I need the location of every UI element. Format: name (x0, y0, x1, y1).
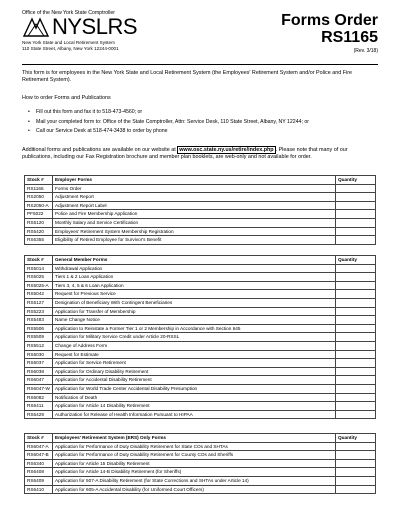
quantity-input-cell[interactable] (336, 367, 376, 376)
table-row (25, 227, 376, 236)
quantity-input-cell[interactable] (336, 451, 376, 460)
stock-number-cell: RS6047-B (25, 451, 53, 460)
quantity-column-header: Quantity (336, 176, 376, 185)
quantity-input-cell[interactable] (336, 193, 376, 202)
form-name-cell: Application for Article 14 Disability Retirement (53, 402, 336, 411)
table-row (25, 468, 376, 477)
form-name-cell: Application for 605-A Accidental Disability (for Uniformed Court Officers) (53, 485, 336, 494)
header-divider (22, 64, 378, 65)
stock-number-cell: RS6340 (25, 459, 53, 468)
stock-number-cell: PF5022 (25, 210, 53, 219)
stock-number-cell: RS5127 (25, 298, 53, 307)
stock-number-cell: RS2050 (25, 193, 53, 202)
stock-column-header: Stock # (25, 256, 53, 265)
form-name-cell: Application for Ordinary Disability Retirement (53, 367, 336, 376)
form-name-cell: Change of Address Form (53, 341, 336, 350)
additional-text-before: Additional forms and publications are available on our website at (22, 147, 176, 153)
quantity-input-cell[interactable] (336, 210, 376, 219)
form-name-cell: Application for Transfer of Membership (53, 307, 336, 316)
form-name-cell: Authorization for Release of Health Information Pursuant to HIPAA (53, 410, 336, 419)
table-row (25, 324, 376, 333)
form-name-cell: Application for Military Service Credit under Article 20-RSSL (53, 333, 336, 342)
stock-column-header: Stock # (25, 176, 53, 185)
form-name-cell: Application for Article 14-B Disability Retirement (for Sheriffs) (53, 468, 336, 477)
quantity-column-header: Quantity (336, 256, 376, 265)
table-header-row (25, 434, 376, 443)
table-row (25, 393, 376, 402)
table-row (25, 442, 376, 451)
stock-number-cell: RS6409 (25, 476, 53, 485)
quantity-input-cell[interactable] (336, 402, 376, 411)
list-item: • Call our Service Desk at 518-474-3438 to order by phone (28, 127, 309, 137)
form-name-cell: Application for 507-A Disability Retirement (for State Corrections and SHTAs under Article 14) (53, 476, 336, 485)
quantity-input-cell[interactable] (336, 201, 376, 210)
table-row (25, 193, 376, 202)
quantity-input-cell[interactable] (336, 316, 376, 325)
form-name-cell: Tiers 3, 4, 5 & 6 Loan Application (53, 281, 336, 290)
form-name-cell: Request for Previous Service (53, 290, 336, 299)
table-row (25, 410, 376, 419)
employer-forms-table (24, 175, 376, 245)
intro-text: This form is for employees in the New York State and Local Retirement System (the Employees' Retirement System and/or Police and Fire Retirement System). (22, 70, 353, 84)
table-row (25, 384, 376, 393)
quantity-input-cell[interactable] (336, 236, 376, 245)
form-name-cell: Notification of Death (53, 393, 336, 402)
form-name-cell: Employees' Retirement System Membership Registration (53, 227, 336, 236)
table-row (25, 298, 376, 307)
stock-number-cell: RS2050-A (25, 201, 53, 210)
form-name-cell: Application for Article 15 Disability Retirement (53, 459, 336, 468)
quantity-input-cell[interactable] (336, 459, 376, 468)
table-row (25, 184, 376, 193)
quantity-column-header: Quantity (336, 434, 376, 443)
table-header-row (25, 176, 376, 185)
table-row (25, 210, 376, 219)
stock-number-cell: RS5120 (25, 218, 53, 227)
stock-number-cell: RS5512 (25, 341, 53, 350)
stock-number-cell: RS5042 (25, 290, 53, 299)
header (22, 10, 378, 62)
stock-number-cell: RS6047-A (25, 442, 53, 451)
form-name-cell: Application for Accidental Disability Retirement (53, 376, 336, 385)
table-row (25, 459, 376, 468)
ers-only-forms-table (24, 433, 376, 494)
quantity-input-cell[interactable] (336, 333, 376, 342)
stock-number-cell: RS1165 (25, 184, 53, 193)
stock-number-cell: RS6410 (25, 485, 53, 494)
stock-number-cell: RS5420 (25, 227, 53, 236)
table-row (25, 316, 376, 325)
table-row (25, 290, 376, 299)
quantity-input-cell[interactable] (336, 218, 376, 227)
quantity-input-cell[interactable] (336, 264, 376, 273)
table-row (25, 201, 376, 210)
quantity-input-cell[interactable] (336, 307, 376, 316)
quantity-input-cell[interactable] (336, 290, 376, 299)
general-member-forms-table (24, 255, 376, 419)
form-code: RS1165 (321, 29, 378, 46)
quantity-input-cell[interactable] (336, 298, 376, 307)
quantity-input-cell[interactable] (336, 384, 376, 393)
form-name-cell: Application for Performance of Duty Disability Retirement for County COs and Sheriffs (53, 451, 336, 460)
quantity-input-cell[interactable] (336, 341, 376, 350)
address: 110 State Street, Albany, New York 12244-0001 (22, 46, 119, 51)
form-name-cell: Application to Reinstate a Former Tier 1 or 2 Membership in Accordance with Section 645 (53, 324, 336, 333)
stock-number-cell: RS6408 (25, 468, 53, 477)
form-name-cell: Eligibility of Retired Employee for Survivor's Benefit (53, 236, 336, 245)
nyslrs-logo-mark-icon (22, 16, 50, 38)
form-name-cell: Withdrawal Application (53, 264, 336, 273)
form-name-cell: Request for Estimate (53, 350, 336, 359)
quantity-input-cell[interactable] (336, 227, 376, 236)
form-name-cell: Designation of Beneficiary With Contingent Beneficiaries (53, 298, 336, 307)
quantity-input-cell[interactable] (336, 410, 376, 419)
table-row (25, 476, 376, 485)
additional-text-after: . Please note that many of our publications, including our Fax Registration brochure and member plan booklets, are web-only and not available for order. (22, 147, 348, 161)
howto-heading: How to order Forms and Publications (22, 95, 111, 101)
form-name-cell: Application for World Trade Center Accidental Disability Presumption (53, 384, 336, 393)
stock-number-cell: RS5223 (25, 307, 53, 316)
quantity-input-cell[interactable] (336, 476, 376, 485)
list-item: • Mail your completed form to: Office of the State Comptroller, Attn: Service Desk, 110 State Street, Albany, NY 12244; or (28, 118, 309, 128)
logo-word: NYSLRS (52, 14, 138, 39)
stock-number-cell: RS6038 (25, 367, 53, 376)
table-row (25, 367, 376, 376)
forms-column-header: General Member Forms (53, 256, 336, 265)
stock-number-cell: RS6030 (25, 350, 53, 359)
quantity-input-cell[interactable] (336, 376, 376, 385)
table-row (25, 307, 376, 316)
quantity-input-cell[interactable] (336, 359, 376, 368)
table-row (25, 281, 376, 290)
website-link[interactable]: www.osc.state.ny.us/retire/index.php (179, 147, 274, 153)
quantity-input-cell[interactable] (336, 393, 376, 402)
table-row (25, 218, 376, 227)
quantity-input-cell[interactable] (336, 485, 376, 494)
stock-number-cell: RS5506 (25, 324, 53, 333)
form-name-cell: Tiers 1 & 2 Loan Application (53, 273, 336, 282)
nyslrs-logo (22, 14, 138, 51)
table-row (25, 451, 376, 460)
list-item: • Fill out this form and fax it to 518-473-4560; or (28, 108, 309, 118)
stock-number-cell: RS5025 (25, 273, 53, 282)
ordering-options-list (28, 108, 309, 137)
stock-number-cell: RS6355 (25, 236, 53, 245)
quantity-input-cell[interactable] (336, 281, 376, 290)
form-name-cell: Name Change Notice (53, 316, 336, 325)
form-name-cell: Forms Order (53, 184, 336, 193)
form-name-cell: Police and Fire Membership Application (53, 210, 336, 219)
forms-column-header: Employer Forms (53, 176, 336, 185)
table-row (25, 264, 376, 273)
logo-subtitle: New York State and Local Retirement System (22, 40, 115, 45)
forms-column-header: Employees' Retirement System (ERS) Only Forms (53, 434, 336, 443)
table-row (25, 359, 376, 368)
table-row (25, 350, 376, 359)
stock-number-cell: RS5014 (25, 264, 53, 273)
form-name-cell: Monthly Salary and Service Certification (53, 218, 336, 227)
table-row (25, 402, 376, 411)
form-name-cell: Adjustment Report Label (53, 201, 336, 210)
form-name-cell: Adjustment Report (53, 193, 336, 202)
stock-number-cell: RS5509 (25, 333, 53, 342)
quantity-input-cell[interactable] (336, 184, 376, 193)
stock-column-header: Stock # (25, 434, 53, 443)
stock-number-cell: RS6047 (25, 376, 53, 385)
form-name-cell: Application for Service Retirement (53, 359, 336, 368)
table-header-row (25, 256, 376, 265)
table-row (25, 341, 376, 350)
quantity-input-cell[interactable] (336, 324, 376, 333)
table-row (25, 333, 376, 342)
quantity-input-cell[interactable] (336, 442, 376, 451)
stock-number-cell: RS6082 (25, 393, 53, 402)
org-line: Office of the New York State Comptroller (22, 10, 116, 16)
stock-number-cell: RS6047-W (25, 384, 53, 393)
table-row (25, 376, 376, 385)
revision-label: (Rev. 3/18) (353, 48, 378, 54)
table-row (25, 236, 376, 245)
quantity-input-cell[interactable] (336, 273, 376, 282)
stock-number-cell: RS6429 (25, 410, 53, 419)
form-name-cell: Application for Performance of Duty Disability Retirement for State COs and SHTAs (53, 442, 336, 451)
additional-info (22, 147, 378, 162)
stock-number-cell: RS6037 (25, 359, 53, 368)
quantity-input-cell[interactable] (336, 468, 376, 477)
stock-number-cell: RS5483 (25, 316, 53, 325)
form-title: Forms Order (281, 12, 378, 29)
table-row (25, 273, 376, 282)
stock-number-cell: RS6411 (25, 402, 53, 411)
table-row (25, 485, 376, 494)
quantity-input-cell[interactable] (336, 350, 376, 359)
stock-number-cell: RS5025-A (25, 281, 53, 290)
